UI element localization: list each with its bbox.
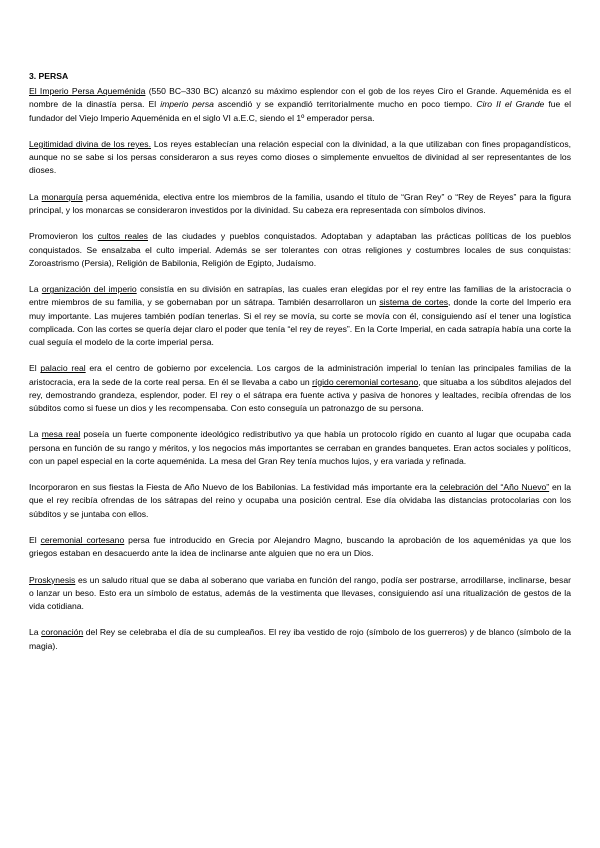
underlined-term: organización del imperio [41, 284, 137, 295]
document-page [29, 70, 571, 666]
text-run: en la que el rey recibía ofrendas de los sátrapas del reino y ocupaba una posición central. Ese día olvidaba las distancias protocolarias con los súbditos y se juntaba con ellos. [29, 482, 571, 519]
text-run: consistía en su división en satrapías, las cuales eran elegidas por el rey entre las familias de la aristocracia o entre miembros de su familia, y se gobernaban por un sátrapa. También desarrollaron un [29, 284, 571, 308]
paragraph [29, 283, 571, 349]
underlined-term: cultos reales [97, 231, 148, 242]
text-run: , que situaba a los súbditos alejados del rey, demostrando grandeza, esplendor, poder. El rey o el sátrapa era fuente activa y pasiva de honores y lealtades, recibía ofrendas de los súbditos como si fuese un dios y les recompensaba. Con esto conseguía un patronazgo de su persona. [29, 376, 572, 413]
text-run: fue el fundador del Viejo Imperio Aqueménida en el siglo VI a.E.C, siendo el 1º emperador persa. [29, 99, 571, 123]
text-run: ascendió y se expandió territorialmente mucho en poco tiempo. [213, 99, 477, 110]
underlined-term: Legitimidad divina de los reyes. [29, 139, 151, 149]
paragraph [29, 85, 571, 125]
paragraph [29, 428, 571, 468]
underlined-term: monarquía [41, 191, 83, 202]
paragraph [29, 138, 571, 178]
underlined-term: celebración del “Año Nuevo” [439, 482, 550, 493]
text-run: Incorporaron en sus fiestas la Fiesta de Año Nuevo de los Babilonias. La festividad más importante era la [29, 482, 440, 493]
underlined-term: palacio real [40, 363, 86, 374]
italic-text: imperio persa [160, 99, 214, 110]
paragraph [29, 626, 571, 652]
underlined-term: coronación [41, 627, 84, 638]
text-run: La [29, 191, 42, 202]
paragraph [29, 191, 571, 217]
paragraph [29, 574, 571, 614]
text-run: del Rey se celebraba el día de su cumpleaños. El rey iba vestido de rojo (símbolo de los guerreros) y de blanco (símbolo de la magia). [29, 627, 571, 651]
paragraph [29, 481, 571, 521]
paragraph [29, 534, 571, 560]
text-run: Los reyes establecían una relación especial con la divinidad, a la que utilizaban con fines propagandísticos, aunque no se sabe si los persas consideraron a sus reyes como dioses o simplemente envueltos de divinidad al ser representantes de los dioses. [29, 139, 572, 176]
text-run: persa aqueménida, electiva entre los miembros de la familia, usando el título de “Gran Rey” o “Rey de Reyes” para la figura principal, y los monarcas se consideraron investidos por la divinidad. Su cabeza era representada con símbolos divinos. [29, 191, 571, 215]
text-run: era el centro de gobierno por excelencia. Los cargos de la administración imperial lo tenían las principales familias de la aristocracia, era la sede de la corte real persa. En él se llevaba a cabo un [29, 363, 572, 387]
text-run: El [29, 363, 41, 374]
text-run: (550 BC–330 BC) alcanzó su máximo esplendor con el gob de los reyes Ciro el Grande. Aqueménida es el nombre de la dinastía persa. El [29, 86, 571, 110]
text-run: , donde la corte del Imperio era muy importante. Las mujeres también podían tenerlas. Si el rey se movía, su corte se movía con él, consiguiendo así el tener una logística complicada. Con las cortes se quería dejar claro el poder que tenía “el rey de reyes”. En la Corte Imperial, en cada satrapía había una corte la cual seguía el modelo de la corte imperial persa. [29, 297, 571, 347]
italic-text: Ciro II el Grande [476, 99, 545, 110]
section-title: 3. PERSA [29, 71, 69, 81]
text-run: es un saludo ritual que se daba al soberano que variaba en función del rango, podía ser postrarse, arrodillarse, inclinarse, besar o lanzar un beso. Esto era un símbolo de estatus, además de la vestimenta que llevases, consiguiendo así una ritualización de gestos de la vida cotidiana. [29, 574, 571, 611]
underlined-term: Proskynesis [29, 574, 76, 585]
text-run: La [29, 429, 42, 440]
underlined-term: rígido ceremonial cortesano [312, 376, 419, 387]
underlined-term: sistema de cortes [379, 297, 449, 308]
text-run: de las ciudades y pueblos conquistados. Adoptaban y adaptaban las prácticas políticas de los pueblos conquistados. Se ensalzaba el culto imperial. Además se ser tolerantes con otras religiones y costumbres locales de sus conquistas: Zoroastrismo (Persia), Religión de Babilonia, Religión de Egipto, Judaísmo. [29, 231, 571, 268]
underlined-term: mesa real [41, 429, 81, 440]
text-run: La [29, 627, 42, 638]
text-run: poseía un fuerte componente ideológico redistributivo ya que había un protocolo rígido en cuanto al lugar que ocupaba cada persona en función de su rango y méritos, y los negocios más importantes se cerraban en grandes banquetes. Eran actos sociales y políticos, con un papel especial en la corte aqueménida. La mesa del Gran Rey tenía muchos lujos, y era variada y refinada. [29, 429, 571, 466]
text-run: La [29, 284, 42, 295]
text-run: Promovieron los [29, 231, 98, 242]
text-run: El [29, 534, 41, 545]
paragraph [29, 230, 571, 270]
document-body [29, 85, 571, 653]
paragraph [29, 362, 571, 415]
underlined-term: ceremonial cortesano [40, 534, 125, 545]
underlined-term: El Imperio Persa Aqueménida [29, 86, 146, 97]
text-run: persa fue introducido en Grecia por Alejandro Magno, buscando la aprobación de los aqueménidas ya que los griegos estaban en desacuerdo ante la idea de inclinarse ante alguien que no era un Dios. [29, 534, 571, 559]
